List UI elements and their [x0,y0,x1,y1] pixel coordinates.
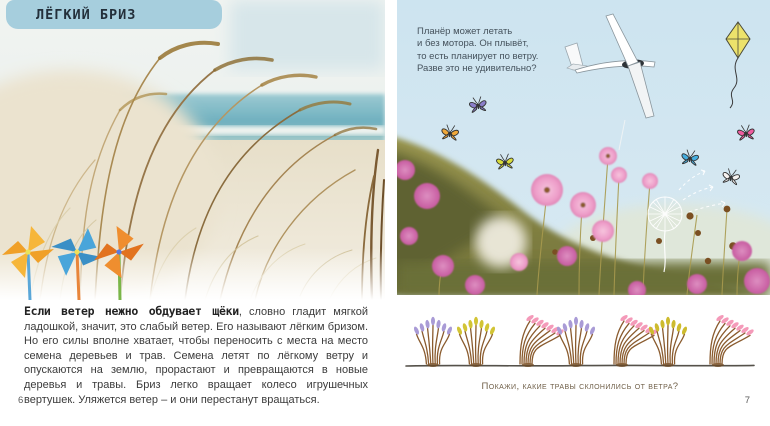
glider-note [417,26,557,75]
grass-clumps [413,314,755,367]
body-text [24,304,368,407]
glider-note-line: Планёр может летать [417,26,513,37]
page-number-right: 7 [744,395,750,406]
page-title [6,0,222,29]
glider-note-line: и без мотора. Он плывёт, [417,38,529,50]
page-title-text: ЛЁГКИЙ БРИЗ [36,6,137,23]
grass-illustration [400,300,760,392]
glider-note-line: Разве это не удивительно? [417,62,537,74]
beach-photo [0,0,385,300]
question-caption: Покажи, какие травы склонились от ветра? [481,381,679,392]
body-text-lead: Если ветер нежно обдувает щёки [24,304,239,318]
grass-illustration-art [400,300,760,374]
page-number-left: 6 [18,395,24,406]
glider-note-line: то есть планирует по ветру. [417,50,539,62]
beach-photo-art [0,0,385,300]
body-text-rest: , словно гладит мягкой ладошкой, значит, это слабый ветер. Его называют лёгким бризом. Но его силы вполне хватает, чтобы переносить с места на место семена деревьев и трав. Семена летят по лёгкому ветру и опускаются на землю, прорастают и превращаются в новые деревья и травы. Бриз легко вращает колесо игрушечных вертушек. Уляжется ветер – и они перестанут вращаться. [24,306,368,406]
